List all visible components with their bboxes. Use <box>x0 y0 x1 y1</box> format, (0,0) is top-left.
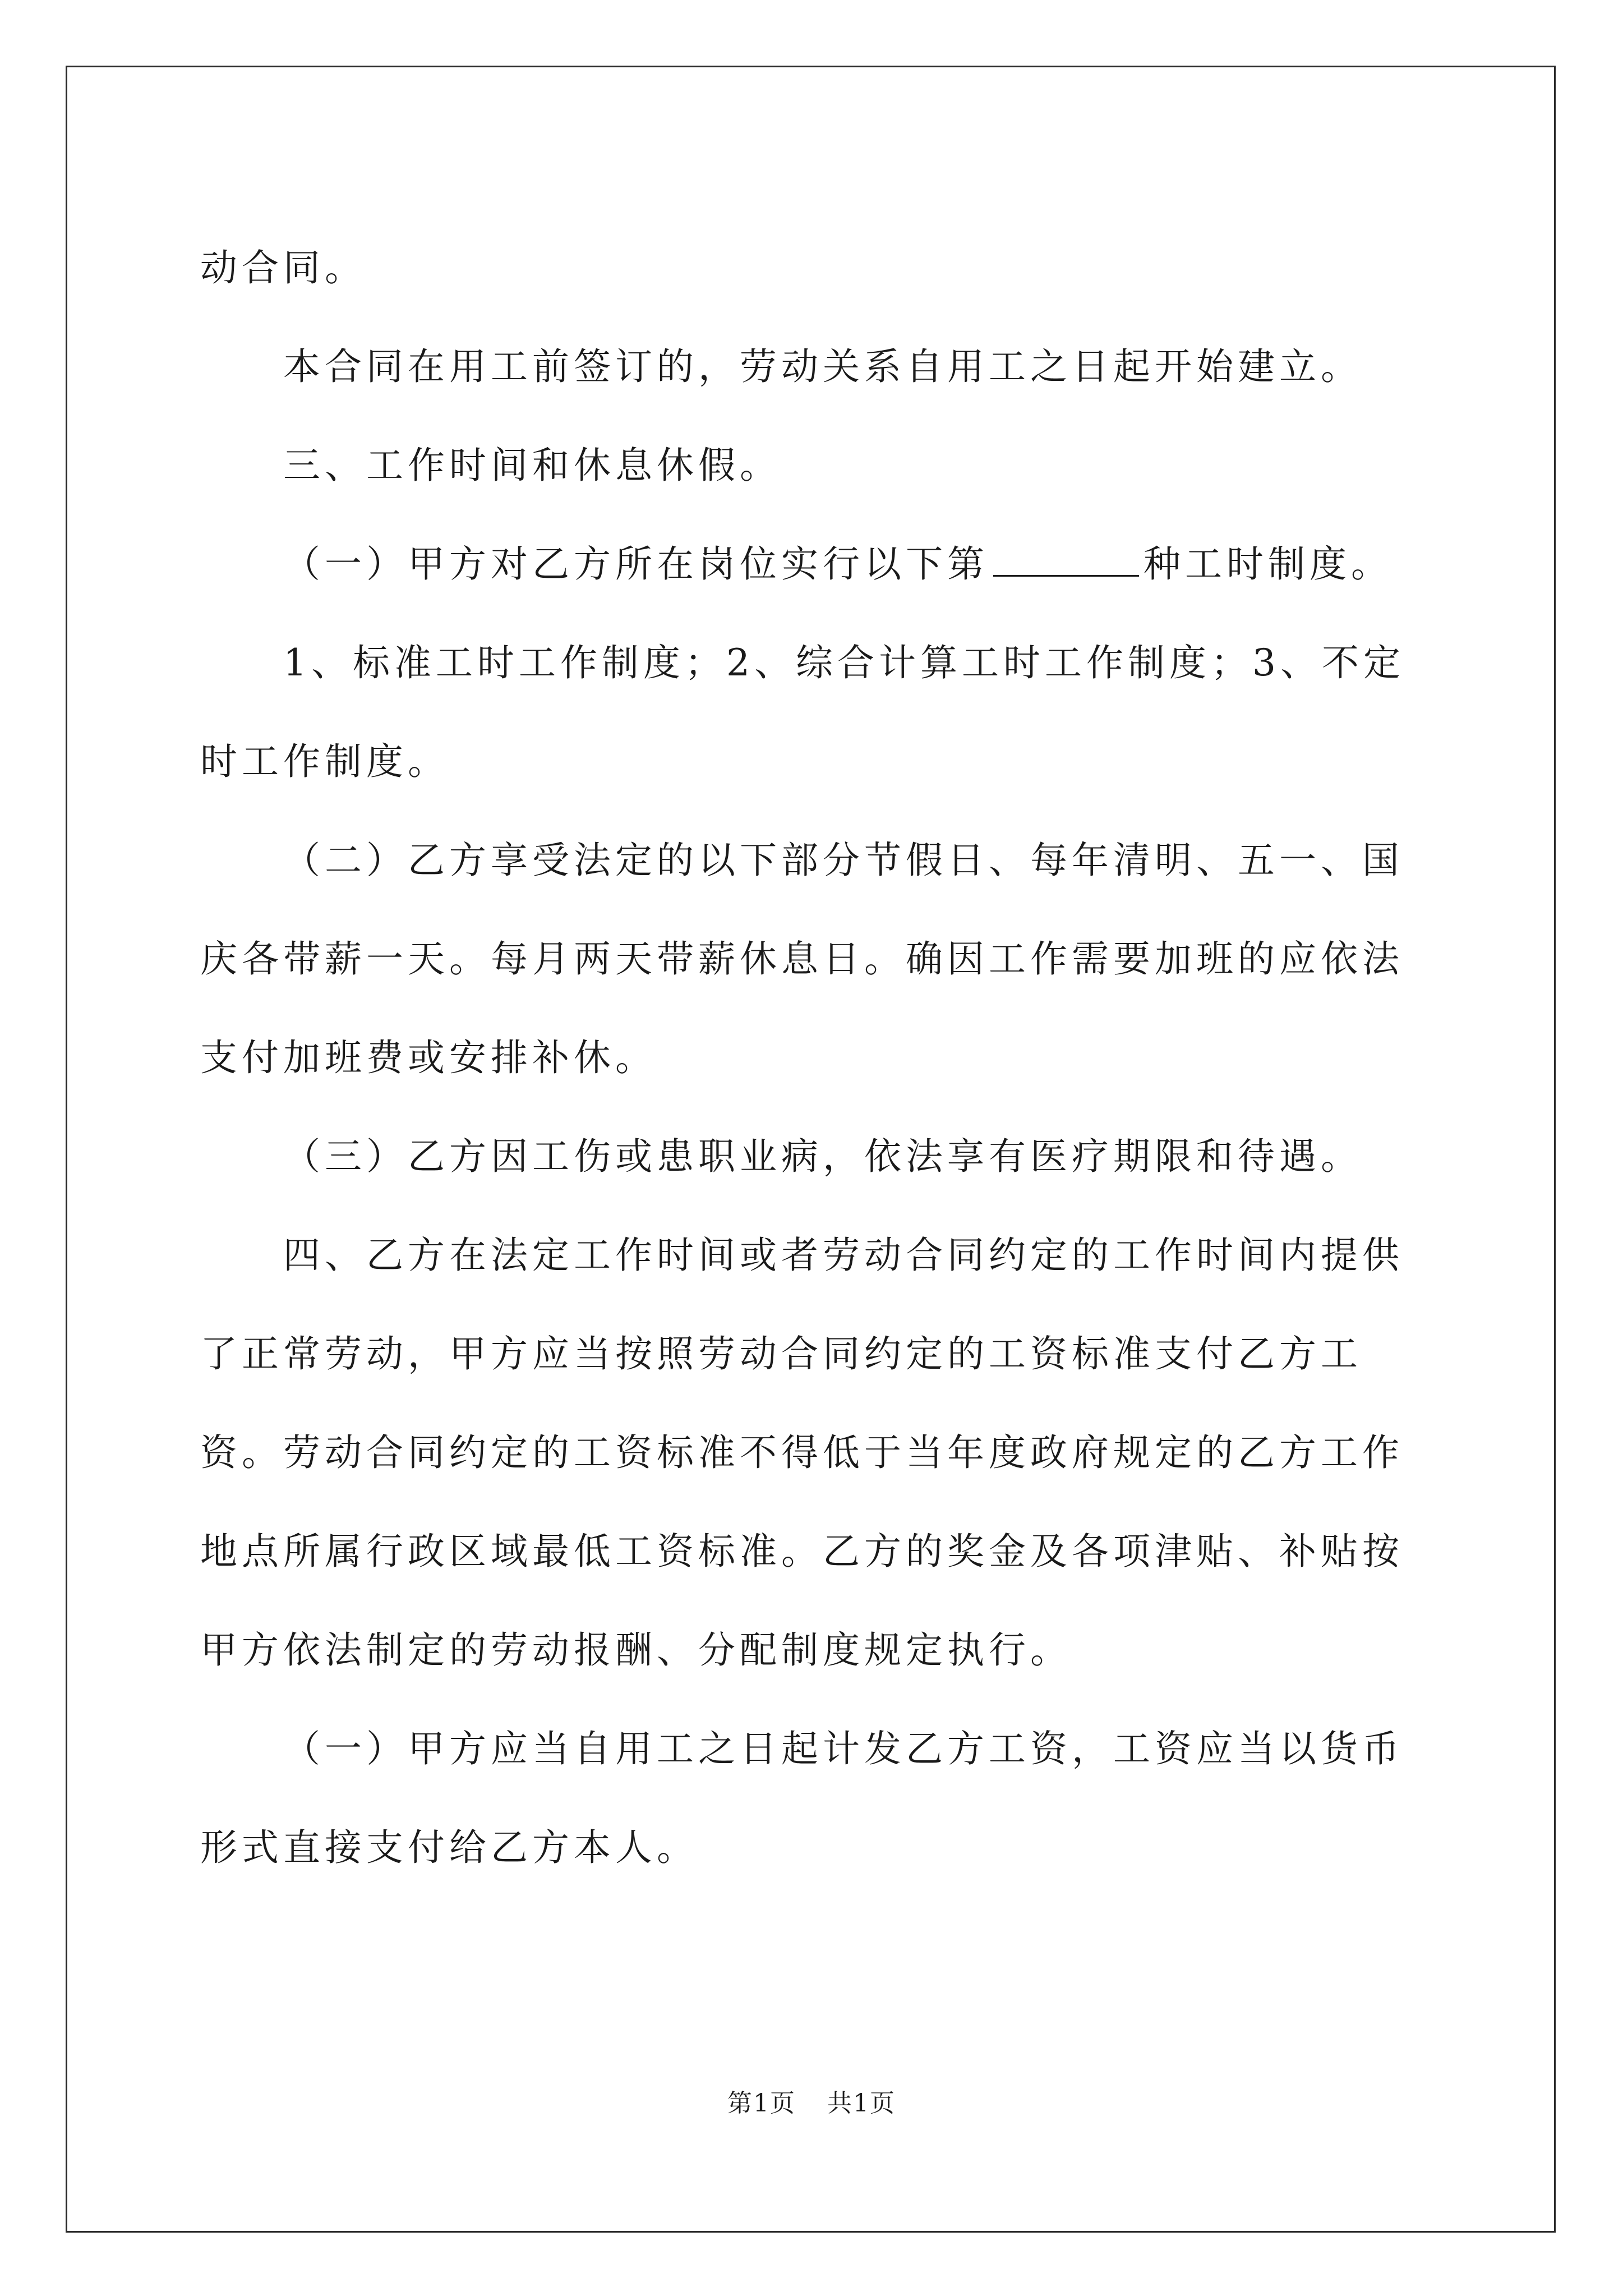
paragraph-work-hour-system <box>200 515 1434 614</box>
paragraph-continuation: 动合同。 <box>200 246 366 289</box>
section-heading-work-hours: 三、工作时间和休息休假。 <box>283 444 781 487</box>
fill-in-blank <box>993 538 1139 577</box>
page-footer <box>0 2087 1623 2120</box>
page-number: 第1页 <box>727 2089 796 2118</box>
paragraph-work-injury: （三）乙方因工伤或患职业病，依法享有医疗期限和待遇。 <box>283 1135 1362 1178</box>
paragraph-wage-payment: （一）甲方应当自用工之日起计发乙方工资，工资应当以货币形式直接支付给乙方本人。 <box>200 1727 1404 1869</box>
page-total: 共1页 <box>827 2089 896 2118</box>
fill-text-before: （一）甲方对乙方所在岗位实行以下第 <box>283 542 989 586</box>
paragraph-contract-start: 本合同在用工前签订的，劳动关系自用工之日起开始建立。 <box>283 345 1362 388</box>
paragraph-holidays: （二）乙方享受法定的以下部分节假日、每年清明、五一、国庆各带薪一天。每月两天带薪休息日。确因工作需要加班的应依法支付加班费或安排补休。 <box>200 839 1404 1079</box>
document-body <box>200 219 1434 1897</box>
paragraph-wages: 四、乙方在法定工作时间或者劳动合同约定的工作时间内提供了正常劳动，甲方应当按照劳动合同约定的工资标准支付乙方工资。劳动合同约定的工资标准不得低于当年度政府规定的乙方工作地点所属行政区域最低工资标准。乙方的奖金及各项津贴、补贴按甲方依法制定的劳动报酬、分配制度规定执行。 <box>200 1234 1404 1672</box>
fill-text-after: 种工时制度。 <box>1144 542 1393 586</box>
paragraph-work-hour-options: 1、标准工时工作制度；2、综合计算工时工作制度；3、不定时工作制度。 <box>200 641 1405 783</box>
